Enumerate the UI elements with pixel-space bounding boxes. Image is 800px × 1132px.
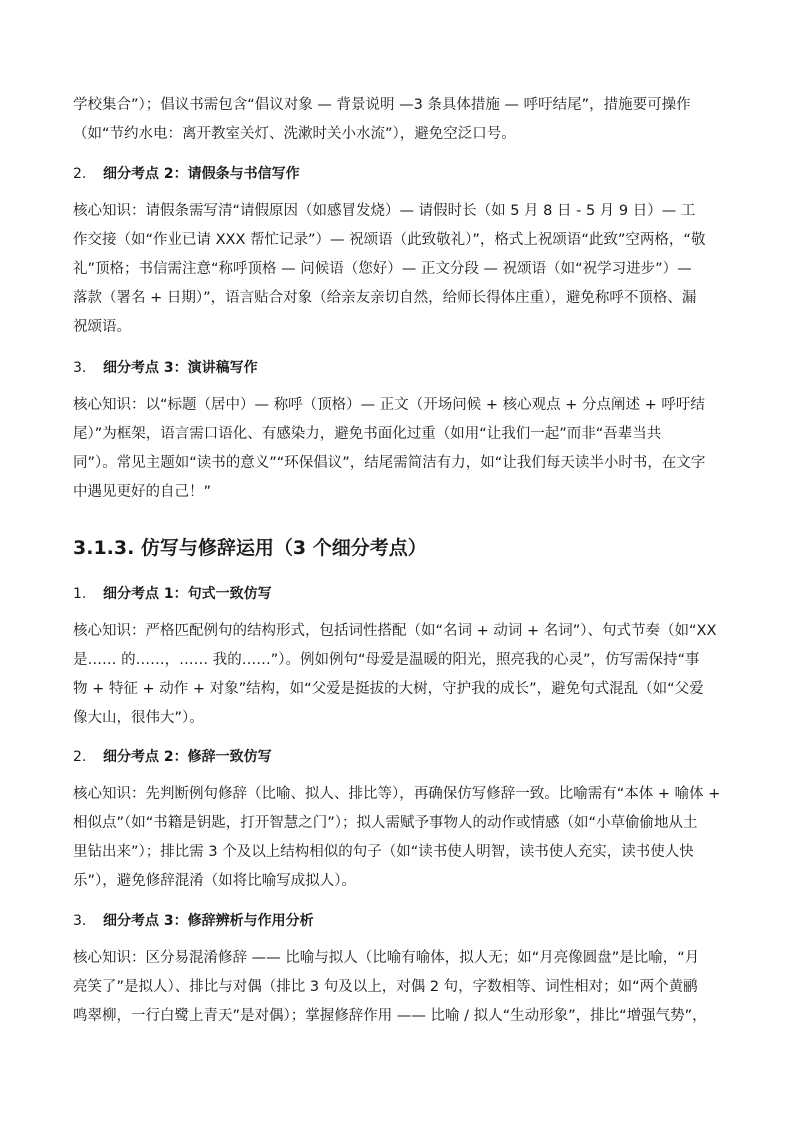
paragraph-line: 鸣翠柳，一行白鹭上青天”是对偶）；掌握修辞作用 —— 比喻 / 拟人“生动形象”，排比“增强气势”，: [73, 1008, 707, 1024]
list-item-heading: [73, 164, 300, 184]
paragraph-line: 核心知识：先判断例句修辞（比喻、拟人、排比等），再确保仿写修辞一致。比喻需有“本体 + 喻体 +: [73, 786, 721, 802]
list-item-heading: [73, 584, 272, 604]
section-heading: 3.1.3. 仿写与修辞运用（3 个细分考点）: [73, 537, 427, 559]
paragraph-line: 乐”），避免修辞混淆（如将比喻写成拟人）。: [73, 873, 357, 889]
paragraph-line: 像大山，很伟大”）。: [73, 710, 204, 726]
list-item-title: 细分考点 3：演讲稿写作: [103, 360, 258, 376]
paragraph-line: （如“节约水电：离开教室关灯、洗漱时关小水流”），避免空泛口号。: [73, 126, 516, 142]
paragraph-line: 中遇见更好的自己！”: [73, 484, 212, 500]
paragraph: [73, 944, 733, 1031]
list-item-heading: [73, 747, 272, 767]
list-number: 2.: [73, 166, 87, 182]
list-item-title: 细分考点 2：修辞一致仿写: [103, 749, 272, 765]
paragraph: [73, 91, 733, 149]
paragraph: [73, 780, 733, 896]
list-item-title: 细分考点 3：修辞辨析与作用分析: [103, 913, 314, 929]
paragraph: [73, 197, 733, 342]
list-number: 1.: [73, 586, 87, 602]
paragraph-line: 同”）。常见主题如“读书的意义”“环保倡议”，结尾需简洁有力，如“让我们每天读半小时书，在文字: [73, 455, 706, 471]
list-item-heading: [73, 911, 314, 931]
list-item-title: 细分考点 2：请假条与书信写作: [103, 166, 300, 182]
list-item-title: 细分考点 1：句式一致仿写: [103, 586, 272, 602]
paragraph-line: 是…… 的……，…… 我的……”）。例如例句“母爱是温暖的阳光，照亮我的心灵”，仿写需保持“事: [73, 652, 700, 668]
paragraph-line: 核心知识：严格匹配例句的结构形式，包括词性搭配（如“名词 + 动词 + 名词”）、句式节奏（如“XX: [73, 623, 717, 639]
paragraph-line: 祝颂语。: [73, 319, 131, 335]
paragraph-line: 落款（署名 + 日期）”，语言贴合对象（给亲友亲切自然，给师长得体庄重），避免称呼不顶格、漏: [73, 290, 697, 306]
paragraph-line: 作交接（如“作业已请 XXX 帮忙记录”）— 祝颂语（此致敬礼）”，格式上祝颂语“此致”空两格，“敬: [73, 232, 706, 248]
paragraph-line: 学校集合”）；倡议书需包含“倡议对象 — 背景说明 —3 条具体措施 — 呼吁结尾”，措施要可操作: [73, 97, 691, 113]
paragraph-line: 核心知识：以“标题（居中）— 称呼（顶格）— 正文（开场问候 + 核心观点 + 分点阐述 + 呼吁结: [73, 397, 705, 413]
paragraph-line: 亮笑了”是拟人）、排比与对偶（排比 3 句及以上，对偶 2 句，字数相等、词性相对；如“两个黄鹂: [73, 979, 698, 995]
paragraph-line: 尾）”为框架，语言需口语化、有感染力，避免书面化过重（如用“让我们一起”而非“吾辈当共: [73, 426, 662, 442]
list-number: 3.: [73, 913, 87, 929]
list-item-heading: [73, 358, 258, 378]
paragraph-line: 礼”顶格；书信需注意“称呼顶格 — 问候语（您好）— 正文分段 — 祝颂语（如“祝学习进步”）—: [73, 261, 692, 277]
paragraph-line: 核心知识：请假条需写清“请假原因（如感冒发烧）— 请假时长（如 5 月 8 日 - 5 月 9 日）— 工: [73, 203, 696, 219]
paragraph-line: 里钻出来”）；排比需 3 个及以上结构相似的句子（如“读书使人明智，读书使人充实，读书使人快: [73, 844, 694, 860]
list-number: 3.: [73, 360, 87, 376]
paragraph-line: 核心知识：区分易混淆修辞 —— 比喻与拟人（比喻有喻体，拟人无；如“月亮像圆盘”是比喻，“月: [73, 950, 700, 966]
list-number: 2.: [73, 749, 87, 765]
paragraph-line: 物 + 特征 + 动作 + 对象”结构，如“父爱是挺拔的大树，守护我的成长”，避免句式混乱（如“父爱: [73, 681, 704, 697]
paragraph: [73, 617, 733, 733]
paragraph-line: 相似点”（如“书籍是钥匙，打开智慧之门”）；拟人需赋予事物人的动作或情感（如“小草偷偷地从土: [73, 815, 698, 831]
paragraph: [73, 391, 733, 507]
